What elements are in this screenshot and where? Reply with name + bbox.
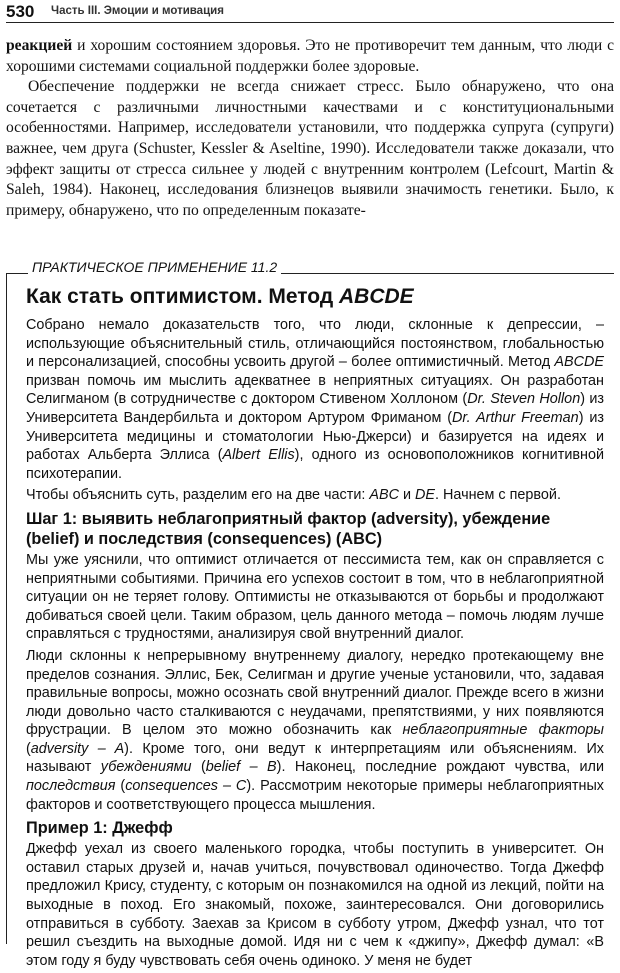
example-1-heading: Пример 1: Джефф — [26, 819, 173, 838]
box-paragraph-1: Собрано немало доказательств того, что люди, склонные к депрессии, – использующие объяснительный стиль, отличающийся постоянством, глобальностью и персонализацией, способны усвоить другой – более оптимистичный. Метод ABCDE призван помочь им мыслить адекватнее в неприятных ситуациях. Он разработан Селигманом (в сотрудничестве с доктором Стивеном Холлоном (Dr. Steven Hollon) из Университета Вандербильта и доктором Артуром Фриманом (Dr. Arthur Freeman) из Университета медицины и стоматологии Нью-Джерси) и базируется на идеях и работах Альберта Эллиса (Albert Ellis), одного из основоположников когнитивной психотерапии. — [26, 317, 605, 482]
main-body-text — [6, 36, 614, 221]
part-title: Часть III. Эмоции и мотивация — [51, 5, 224, 17]
box-paragraph-2: Чтобы объяснить суть, разделим его на две части: ABC и DE. Начнем с первой. — [26, 487, 561, 504]
paragraph-1: реакцией и хорошим состоянием здоровья. Это не противоречит тем данным, что люди с хорошими системами социальной поддержки более здоровые. — [6, 37, 614, 75]
box-paragraph-3: Мы уже уяснили, что оптимист отличается от пессимиста тем, как он справляется с неприятными событиями. Причина его успехов состоит в том, что в неблагоприятной ситуации он не теряет голову. Оптимисты не отказываются от борьбы и продолжают добиваться своей цели. Таким образом, цель данного метода – помочь людям лучше справляться с трудностями, анализируя свой внутренний диалог. — [26, 551, 604, 643]
box-paragraph-4: Люди склонны к непрерывному внутреннему диалогу, нередко протекающему вне пределов сознания. Эллис, Бек, Селигман и другие ученые установили, что, задавая правильные вопросы, можно осознать свой внутренний диалог. Прежде всего в жизни люди довольно часто сталкиваются с неудачами, препятствиями, у них появляются фрустрации. В целом это можно обозначить как неблагоприятные факторы (adversity – A). Кроме того, они ведут к интерпретациям или объяснениям. Их называют убеждениями (belief – B). Наконец, последние рождают чувства, или последствия (consequences – C). Рассмотрим некоторые примеры неблагоприятных факторов и соответствующего процесса мышления. — [26, 647, 604, 813]
step-1-heading: Шаг 1: выявить неблагоприятный фактор (adversity), убеждение (belief) и последствия (consequences) (ABC) — [26, 509, 551, 548]
paragraph-2: Обеспечение поддержки не всегда снижает стресс. Было обнаружено, что она сочетается с различными личностными качествами и с конституциональными особенностями. Например, исследователи установили, что поддержка супруга (супруги) важнее, чем друга (Schuster, Kessler & Aseltine, 1990). Исследователи также доказали, что эффект защиты от стресса сильнее у людей с внутренним контролем (Lefcourt, Martin & Saleh, 1984). Наконец, исследования близнецов выявили значимость генетики. Было, к примеру, обнаружено, что по определенным показате- — [6, 78, 614, 219]
box-label: ПРАКТИЧЕСКОЕ ПРИМЕНЕНИЕ 11.2 — [28, 259, 281, 275]
box-paragraph-5: Джефф уехал из своего маленького городка, чтобы поступить в университет. Он оставил старых друзей и, начав учиться, почувствовал одиночество. Тогда Джефф предложил Крису, студенту, с которым он познакомился на одной из лекций, пойти на выходные в поход. Его знакомый, похоже, заинтересовался. Они договорились отправиться в субботу. Заехав за Крисом в субботу утром, Джефф узнал, что тот решил съездить на выходные домой. Идя ни с чем к «джипу», Джефф думал: «В этом году я буду чувствовать себя очень одиноко. У меня не будет — [26, 841, 604, 969]
running-header — [6, 2, 614, 23]
box-title: Как стать оптимистом. Метод ABCDE — [26, 285, 414, 308]
practical-application-box — [26, 284, 604, 973]
page-number: 530 — [6, 2, 35, 21]
bold-term: реакцией — [6, 37, 73, 54]
box-left-rule — [6, 273, 7, 944]
